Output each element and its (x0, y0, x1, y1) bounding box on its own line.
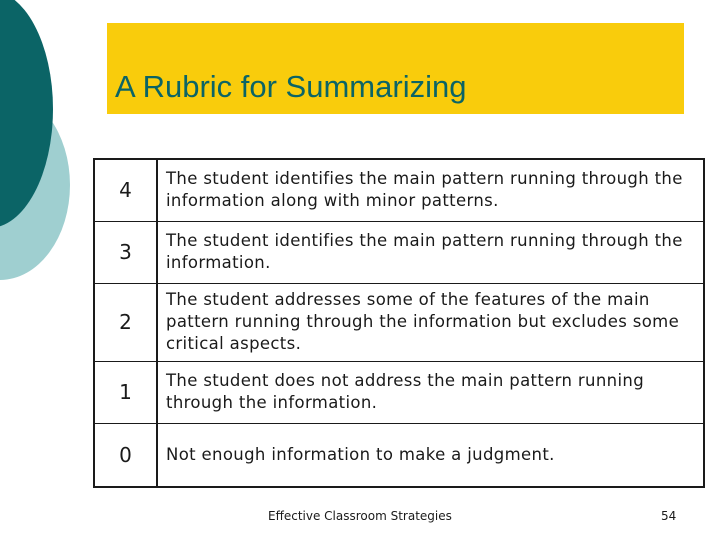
score-cell: 2 (94, 283, 157, 361)
rubric-row-score-4 (94, 159, 704, 221)
description-cell: The student does not address the main pattern running through the information. (157, 361, 704, 423)
description-cell: Not enough information to make a judgment. (157, 423, 704, 487)
rubric-row-score-2 (94, 283, 704, 361)
rubric-row-score-1 (94, 361, 704, 423)
slide-footer: Effective Classroom Strategies (268, 509, 452, 523)
description-cell: The student identifies the main pattern running through the information along with minor patterns. (157, 159, 704, 221)
slide-title: A Rubric for Summarizing (115, 69, 467, 104)
score-cell: 3 (94, 221, 157, 283)
description-cell: The student identifies the main pattern running through the information. (157, 221, 704, 283)
rubric-table (93, 158, 705, 488)
score-cell: 0 (94, 423, 157, 487)
rubric-row-score-3 (94, 221, 704, 283)
page-number: 54 (661, 509, 677, 523)
rubric-row-score-0 (94, 423, 704, 487)
score-cell: 4 (94, 159, 157, 221)
title-banner (107, 23, 684, 114)
description-cell: The student addresses some of the features of the main pattern running through the information but excludes some critical aspects. (157, 283, 704, 361)
score-cell: 1 (94, 361, 157, 423)
